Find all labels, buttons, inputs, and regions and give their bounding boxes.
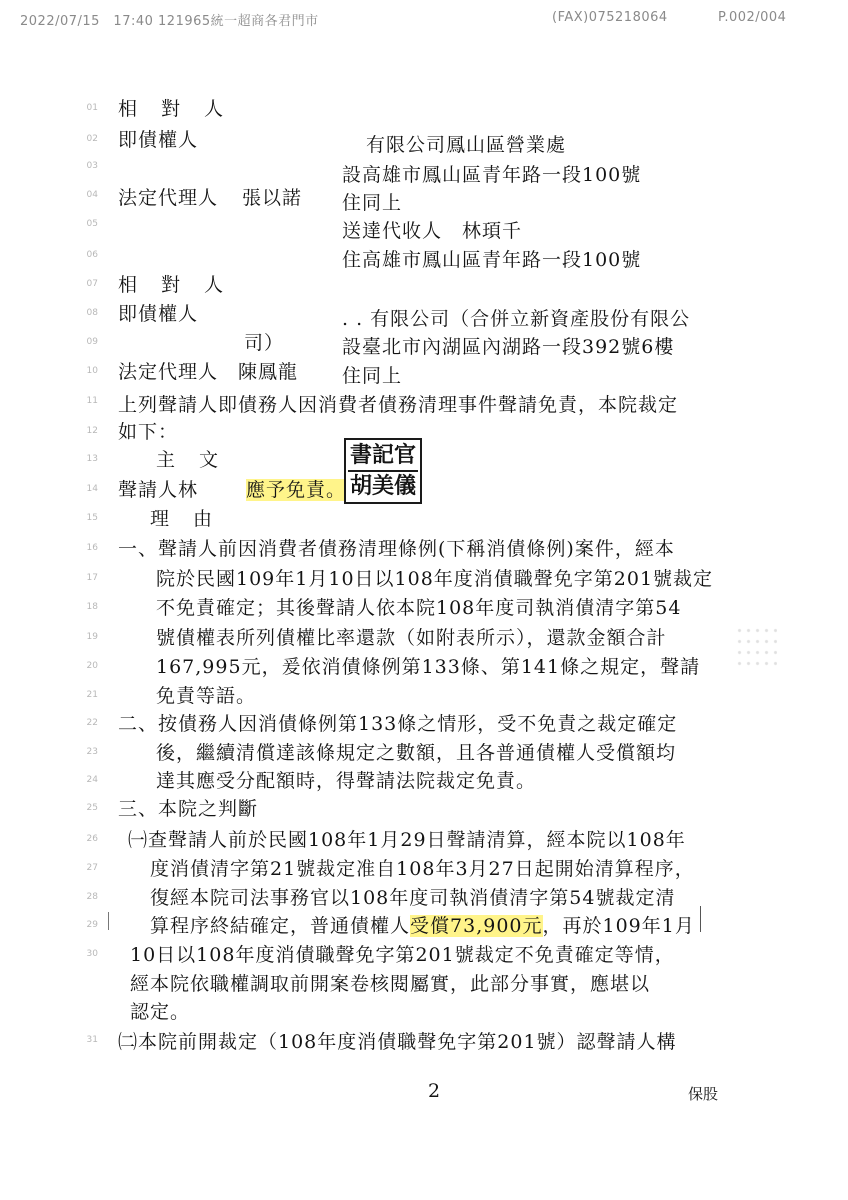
- payment-highlight: 受償73,900元: [410, 915, 543, 937]
- intro-line-1: 上列聲請人即債務人因消費者債務清理事件聲請免責，本院裁定: [118, 394, 679, 416]
- line-number: 23: [86, 747, 98, 757]
- line-number: 30: [86, 949, 98, 959]
- reason1-line: 號債權表所列債權比率還款（如附表所示），還款金額合計: [156, 627, 667, 649]
- reason3-sub2-line: ㈡本院前開裁定（108年度消債職聲免字第201號）認聲請人構: [118, 1031, 677, 1053]
- party1-role: 相對人: [118, 98, 248, 120]
- reason3-sub1-line: 10日以108年度消債職聲免字第201號裁定不免責確定等情，: [130, 944, 675, 966]
- reason2-line: 後，繼續清償達該條規定之數額，且各普通債權人受償額均: [156, 742, 677, 764]
- line-number: 04: [86, 190, 98, 200]
- party1-name: 有限公司鳳山區營業處: [366, 134, 567, 156]
- party2-name: . . 有限公司（合併立新資產股份有限公: [342, 308, 691, 330]
- line-number: 03: [86, 161, 98, 171]
- line-number: 19: [86, 632, 98, 642]
- party1-rep-address: 住同上: [342, 192, 403, 214]
- line-number: 25: [86, 803, 98, 813]
- line-number: 05: [86, 219, 98, 229]
- reason3-sub1-line: ㈠查聲請人前於民國108年1月29日聲請清算，經本院以108年: [128, 829, 686, 851]
- line-number: 26: [86, 834, 98, 844]
- reason3-sub1-line: 度消債清字第21號裁定准自108年3月27日起開始清算程序，: [150, 858, 695, 880]
- party2-name-cont: 司）: [244, 332, 285, 354]
- page-number: 2: [428, 1080, 441, 1102]
- reason2-line: 達其應受分配額時，得聲請法院裁定免責。: [156, 770, 537, 792]
- seal-title: 書記官: [349, 442, 416, 468]
- seal-divider: [348, 470, 418, 472]
- party1-address: 設高雄市鳳山區青年路一段100號: [342, 164, 642, 186]
- party1-rep-label: 法定代理人: [118, 187, 219, 209]
- reason1-line: 167,995元，爰依消債條例第133條、第141條之規定，聲請: [156, 656, 701, 678]
- line-number: 31: [86, 1035, 98, 1045]
- main-text-ruling: 聲請人林 應予免責。: [118, 479, 347, 501]
- section-stamp: 保股: [688, 1085, 719, 1103]
- party2-creditor-label: 即債權人: [118, 303, 199, 325]
- party2-rep-address: 住同上: [342, 365, 403, 387]
- reason1-line: 不免責確定；其後聲請人依本院108年度司執消債清字第54: [156, 597, 682, 619]
- line-number: 16: [86, 543, 98, 553]
- line-number: 06: [86, 250, 98, 260]
- scan-mark: [700, 906, 701, 932]
- clerk-seal: [344, 438, 422, 504]
- line-number: 15: [86, 513, 98, 523]
- reason3-sub1-line: 經本院依職權調取前開案卷核閱屬實，此部分事實，應堪以: [130, 973, 651, 995]
- line-number: 28: [86, 892, 98, 902]
- line-number: 27: [86, 863, 98, 873]
- line-number: 10: [86, 366, 98, 376]
- fax-number: (FAX)075218064: [552, 10, 668, 25]
- intro-line-2: 如下：: [118, 421, 179, 443]
- party1-creditor-label: 即債權人: [118, 129, 199, 151]
- line-number: 14: [86, 484, 98, 494]
- line-number: 12: [86, 426, 98, 436]
- line-number: 29: [86, 920, 98, 930]
- reason3-heading: 三、本院之判斷: [118, 798, 259, 820]
- line-number: 17: [86, 573, 98, 583]
- reason3-sub1-line: 認定。: [130, 1001, 191, 1023]
- party1-agent: 送達代收人 林頊千: [342, 220, 523, 242]
- line-number: 21: [86, 690, 98, 700]
- line-number: 07: [86, 279, 98, 289]
- party2-rep-label: 法定代理人: [118, 361, 219, 383]
- line-number: 08: [86, 308, 98, 318]
- line-number: 02: [86, 134, 98, 144]
- reason3-sub1-line: 復經本院司法事務官以108年度司執消債清字第54號裁定清: [150, 887, 676, 909]
- fax-page-indicator: P.002/004: [718, 10, 787, 25]
- party1-agent-address: 住高雄市鳳山區青年路一段100號: [342, 249, 642, 271]
- reason1-line: 一、聲請人前因消費者債務清理條例(下稱消債條例)案件，經本: [118, 538, 675, 560]
- reason3-sub1-line: 算程序終結確定，普通債權人受償73,900元，再於109年1月: [150, 915, 695, 937]
- line-number: 18: [86, 602, 98, 612]
- line-number: 20: [86, 661, 98, 671]
- line-number: 24: [86, 775, 98, 785]
- party1-rep-name: 張以諾: [242, 187, 303, 209]
- line-number: 11: [86, 396, 98, 406]
- line-number: 22: [86, 718, 98, 728]
- party2-address: 設臺北市內湖區內湖路一段392號6樓: [342, 336, 675, 358]
- line-number: 09: [86, 337, 98, 347]
- party2-rep-name: 陳鳳龍: [238, 361, 299, 383]
- reason1-line: 免責等語。: [156, 685, 257, 707]
- main-text-heading: 主文: [156, 449, 243, 471]
- reasons-heading: 理由: [150, 508, 237, 530]
- line-number: 13: [86, 454, 98, 464]
- line-number: 01: [86, 103, 98, 113]
- scan-mark: [108, 912, 109, 930]
- seal-name: 胡美儀: [349, 473, 416, 499]
- party2-role: 相對人: [118, 274, 248, 296]
- scan-smudge: [735, 625, 777, 671]
- ruling-highlight: 應予免責。: [246, 479, 347, 501]
- reason2-line: 二、按債務人因消債條例第133條之情形，受不免責之裁定確定: [118, 713, 678, 735]
- reason1-line: 院於民國109年1月10日以108年度消債職聲免字第201號裁定: [156, 568, 714, 590]
- fax-timestamp: 2022/07/15 17:40 121965統一超商各君門市: [20, 14, 319, 29]
